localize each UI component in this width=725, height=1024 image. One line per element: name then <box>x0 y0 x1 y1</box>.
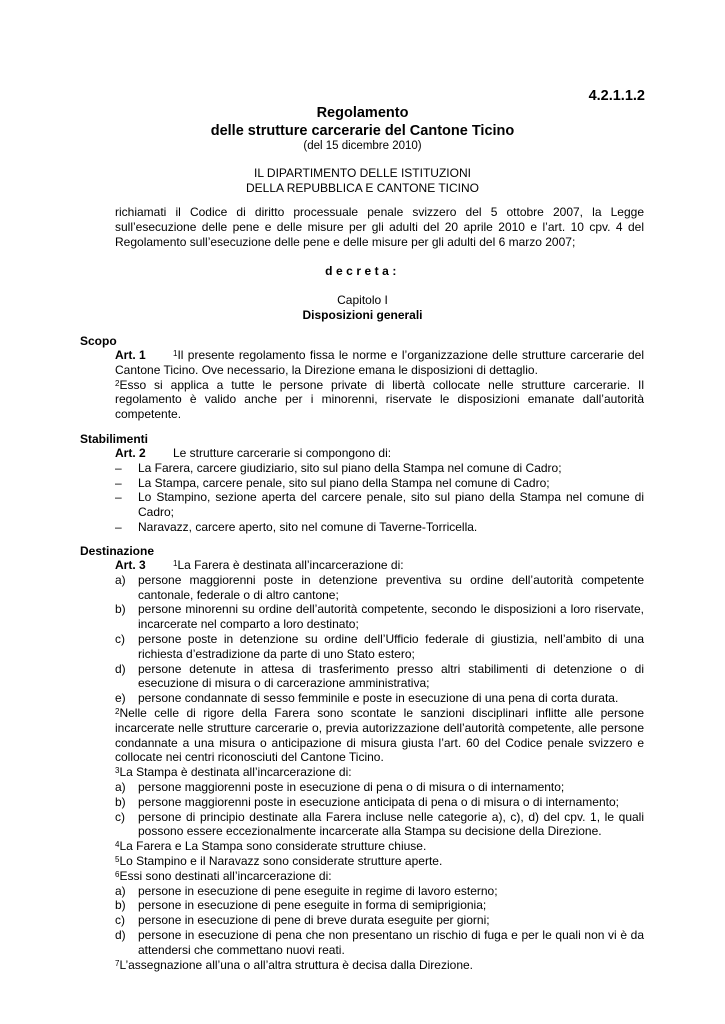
paragraph-text: Nelle celle di rigore della Farera sono scontate le sanzioni disciplinari inflitte alle persone incarcerate nelle strutture carcerarie o, previa autorizzazione dell’autorità competente, alle persone condannate a una misura o anticipazione di misura giusta l’art. 60 del Codice penale svizzero e collocate nei centri riconosciuti del Cantone Ticino. <box>115 705 644 765</box>
list-marker: b) <box>115 794 126 809</box>
list-item <box>115 632 644 662</box>
destinazione-list-6 <box>115 884 644 958</box>
list-item-text: persone in esecuzione di pene eseguite in forma di semiprigionia; <box>138 898 487 913</box>
list-item <box>115 461 644 476</box>
list-item-text: Lo Stampino, sezione aperta del carcere penale, sito sul piano della Stampa nel comune di Cadro; <box>138 490 644 520</box>
issuing-department <box>80 166 645 196</box>
article-2 <box>115 446 644 535</box>
chapter-title: Disposizioni generali <box>302 307 423 322</box>
paragraph: $^2$Esso si applica a tutte le persone private di libertà collocate nelle strutture carcerarie. Il regolamento è valido anche per i minorenni, riservate le disposizioni emanate dall’autorità competente. <box>115 377 644 422</box>
list-item <box>115 928 644 958</box>
stabilimenti-list <box>115 461 644 535</box>
paragraph: $^7$L’assegnazione all’una o all’altra struttura è decisa dalla Direzione. <box>115 957 473 972</box>
paragraph-text: La Farera è destinata all’incarcerazione di: <box>177 558 404 572</box>
paragraph: $^6$Essi sono destinati all’incarcerazione di: <box>115 868 332 883</box>
paragraph: $^3$La Stampa è destinata all’incarcerazione di: <box>115 765 352 780</box>
list-item <box>115 476 644 491</box>
section-title-stabilimenti: Stabilimenti <box>80 432 149 446</box>
document-title: Regolamento <box>316 105 409 121</box>
list-item <box>115 810 644 840</box>
paragraph: $^2$Nelle celle di rigore della Farera sono scontate le sanzioni disciplinari inflitte alle persone incarcerate nelle strutture carcerarie o, previa autorizzazione dell’autorità competente, alle persone condannate a una misura o anticipazione di misura giusta l’art. 60 del Codice penale svizzero e collocate nei centri riconosciuti del Cantone Ticino. <box>115 705 644 765</box>
article-number: Art. 3 <box>115 558 146 572</box>
paragraph-text: La Stampa è destinata all’incarcerazione di: <box>119 765 352 780</box>
paragraph: $^4$La Farera e La Stampa sono considerate strutture chiuse. <box>115 839 427 854</box>
list-item <box>115 780 644 795</box>
paragraph-text: La Farera e La Stampa sono considerate strutture chiuse. <box>119 839 427 854</box>
list-marker: – <box>115 519 122 534</box>
destinazione-list-1 <box>115 573 644 706</box>
list-marker: c) <box>115 631 125 646</box>
list-marker: c) <box>115 913 125 928</box>
list-item-text: La Stampa, carcere penale, sito sul piano della Stampa nel comune di Cadro; <box>138 475 550 490</box>
article-1: Art. 1 $^1$Il presente regolamento fissa le norme e l’organizzazione delle strutture carcerarie del Cantone Ticino. Ove necessario, la Direzione emana le disposizioni di dettaglio. $^2$Esso si applica a tutte le persone private di libertà collocate nelle strutture carcerarie. Il regolamento è valido anche per i minorenni, riservate le disposizioni emanate dall’autorità competente. <box>115 348 644 422</box>
list-marker: – <box>115 460 122 475</box>
section-title-scopo: Scopo <box>80 334 117 348</box>
list-marker: e) <box>115 691 126 706</box>
article-number: Art. 1 <box>115 348 146 362</box>
list-item-text: persone maggiorenni poste in esecuzione di pena o di misura o di internamento; <box>138 779 565 794</box>
list-marker: c) <box>115 809 125 824</box>
chapter-heading <box>80 293 645 323</box>
list-item-text: persone maggiorenni poste in esecuzione anticipata di pena o di misura o di internamento; <box>138 794 619 809</box>
list-item <box>115 520 644 535</box>
list-item-text: persone minorenni su ordine dell’autorità competente, secondo le disposizioni a loro riservate, incarcerate nel comparto a loro destinato; <box>138 602 644 632</box>
list-item <box>115 913 644 928</box>
list-marker: a) <box>115 779 126 794</box>
decreta-heading: decreta: <box>325 264 400 278</box>
list-item <box>115 898 644 913</box>
list-marker: d) <box>115 927 126 942</box>
document-subtitle: delle strutture carcerarie del Cantone Ticino <box>210 123 515 139</box>
list-item-text: persone poste in detenzione su ordine dell’Ufficio federale di giustizia, nell’ambito di una richiesta d’estradizione da parte di uno Stato estero; <box>138 631 644 661</box>
document-date: (del 15 dicembre 2010) <box>303 140 422 152</box>
document-code: 4.2.1.1.2 <box>588 88 645 104</box>
list-marker: b) <box>115 898 126 913</box>
list-marker: – <box>115 490 122 505</box>
destinazione-list-3 <box>115 780 644 839</box>
list-marker: a) <box>115 883 126 898</box>
dept-line-1: IL DIPARTIMENTO DELLE ISTITUZIONI <box>254 166 471 180</box>
preamble: richiamati il Codice di diritto processuale penale svizzero del 5 ottobre 2007, la Legge sull’esecuzione delle pene e delle misure per gli adulti del 20 aprile 2010 e l’art. 10 cpv. 4 del Regolamento sull’esecuzione delle pene e delle misure per gli adulti del 6 marzo 2007; <box>115 205 644 249</box>
list-item-text: persone in esecuzione di pene eseguite in regime di lavoro esterno; <box>138 883 498 898</box>
list-marker: b) <box>115 602 126 617</box>
paragraph: $^5$Lo Stampino e il Naravazz sono considerate strutture aperte. <box>115 853 443 868</box>
list-item <box>115 662 644 692</box>
list-item <box>115 573 644 603</box>
chapter-number: Capitolo I <box>337 293 388 307</box>
list-marker: a) <box>115 572 126 587</box>
list-item-text: persone in esecuzione di pena che non presentano un rischio di fuga e per le quali non vi è da attendersi che commettano nuovi reati. <box>138 927 644 957</box>
paragraph-text: L’assegnazione all’una o all’altra struttura è decisa dalla Direzione. <box>119 957 473 972</box>
list-item-text: La Farera, carcere giudiziario, sito sul piano della Stampa nel comune di Cadro; <box>138 460 562 475</box>
list-item-text: Naravazz, carcere aperto, sito nel comune di Taverne-Torricella. <box>138 519 478 534</box>
article-number: Art. 2 <box>115 446 146 460</box>
paragraph-text: Lo Stampino e il Naravazz sono considerate strutture aperte. <box>119 853 443 868</box>
list-marker: d) <box>115 661 126 676</box>
list-marker: – <box>115 475 122 490</box>
list-item-text: persone maggiorenni poste in detenzione preventiva su ordine dell’autorità competente cantonale, federale o di altro cantone; <box>138 572 644 602</box>
section-title-destinazione: Destinazione <box>80 544 155 558</box>
paragraph-text: Le strutture carcerarie si compongono di: <box>173 446 392 460</box>
paragraph-text: Esso si applica a tutte le persone private di libertà collocate nelle strutture carcerarie. Il regolamento è valido anche per i minorenni, riservate le disposizioni emanate dall’autorità competente. <box>115 377 644 422</box>
paragraph-text: Essi sono destinati all’incarcerazione di: <box>119 868 332 883</box>
list-item <box>115 490 644 520</box>
list-item-text: persone condannate di sesso femminile e poste in esecuzione di una pena di corta durata. <box>138 691 619 706</box>
list-item-text: persone di principio destinate alla Farera incluse nelle categorie a), c), d) del cpv. 1, le quali possono essere eccezionalmente incarcerate alla Stampa su decisione della Direzione. <box>138 809 644 839</box>
list-item <box>115 795 644 810</box>
article-3: Art. 3 $^1$La Farera è destinata all’incarcerazione di: a) persone maggiorenni poste in detenzione preventiva su ordine dell’autorità competente cantonale, federale o di altro cantone; b) persone minorenni su ordine dell’autorità competente, secondo le disposizioni a loro riservate, incarcerate nel comparto a loro destinato; c) persone poste in detenzione su ordine dell’Ufficio federale di giustizia, nell’ambito di una richiesta d’estradizione da parte di uno Stato estero; d) persone detenute in attesa di trasferimento presso altri stabilimenti di detenzione o di esecuzione di misura o di carcerazione amministrativa; e) persone condannate di sesso femminile e poste in esecuzione di una pena di corta durata. $^2$Nelle celle di rigore della Farera sono scontate le sanzioni disciplinari inflitte alle persone incarcerate nelle strutture carcerarie o, previa autorizzazione dell’autorità competente, alle persone condannate a una misura o anticipazione di misura giusta l’art. 60 del Codice penale svizzero e collocate nei centri riconosciuti del Cantone Ticino. $^3$La Stampa è destinata all’incarcerazione di: a) persone maggiorenni poste in esecuzione di pena o di misura o di internamento; b) persone maggiorenni poste in esecuzione anticipata di pena o di misura o di internamento; c) persone di principio destinate alla Farera incluse nelle categorie a), c), d) del cpv. 1, le quali possono essere eccezionalmente incarcerate alla Stampa su decisione della Direzione. $^4$La Farera e La Stampa sono considerate strutture chiuse. $^5$Lo Stampino e il Naravazz sono considerate strutture aperte. $^6$Essi sono destinati all’incarcerazione di: a) persone in esecuzione di pene eseguite in regime di lavoro esterno; b) persone in esecuzione di pene eseguite in forma di semiprigionia; c) persone in esecuzione di pene di breve durata eseguite per giorni; d) persone in esecuzione di pena che non presentano un rischio di fuga e per le quali non vi è da attendersi che commettano nuovi reati. $^7$L’assegnazione all’una o all’altra struttura è decisa dalla Direzione. <box>115 558 644 972</box>
list-item <box>115 884 644 899</box>
list-item <box>115 602 644 632</box>
list-item <box>115 691 644 706</box>
paragraph-text: Il presente regolamento fissa le norme e l’organizzazione delle strutture carcerarie del Cantone Ticino. Ove necessario, la Direzione emana le disposizioni di dettaglio. <box>115 348 644 377</box>
dept-line-2: DELLA REPUBBLICA E CANTONE TICINO <box>246 181 479 195</box>
list-item-text: persone in esecuzione di pene di breve durata eseguite per giorni; <box>138 913 490 928</box>
list-item-text: persone detenute in attesa di trasferimento presso altri stabilimenti di detenzione o di esecuzione di misura o di carcerazione amministrativa; <box>138 661 644 691</box>
